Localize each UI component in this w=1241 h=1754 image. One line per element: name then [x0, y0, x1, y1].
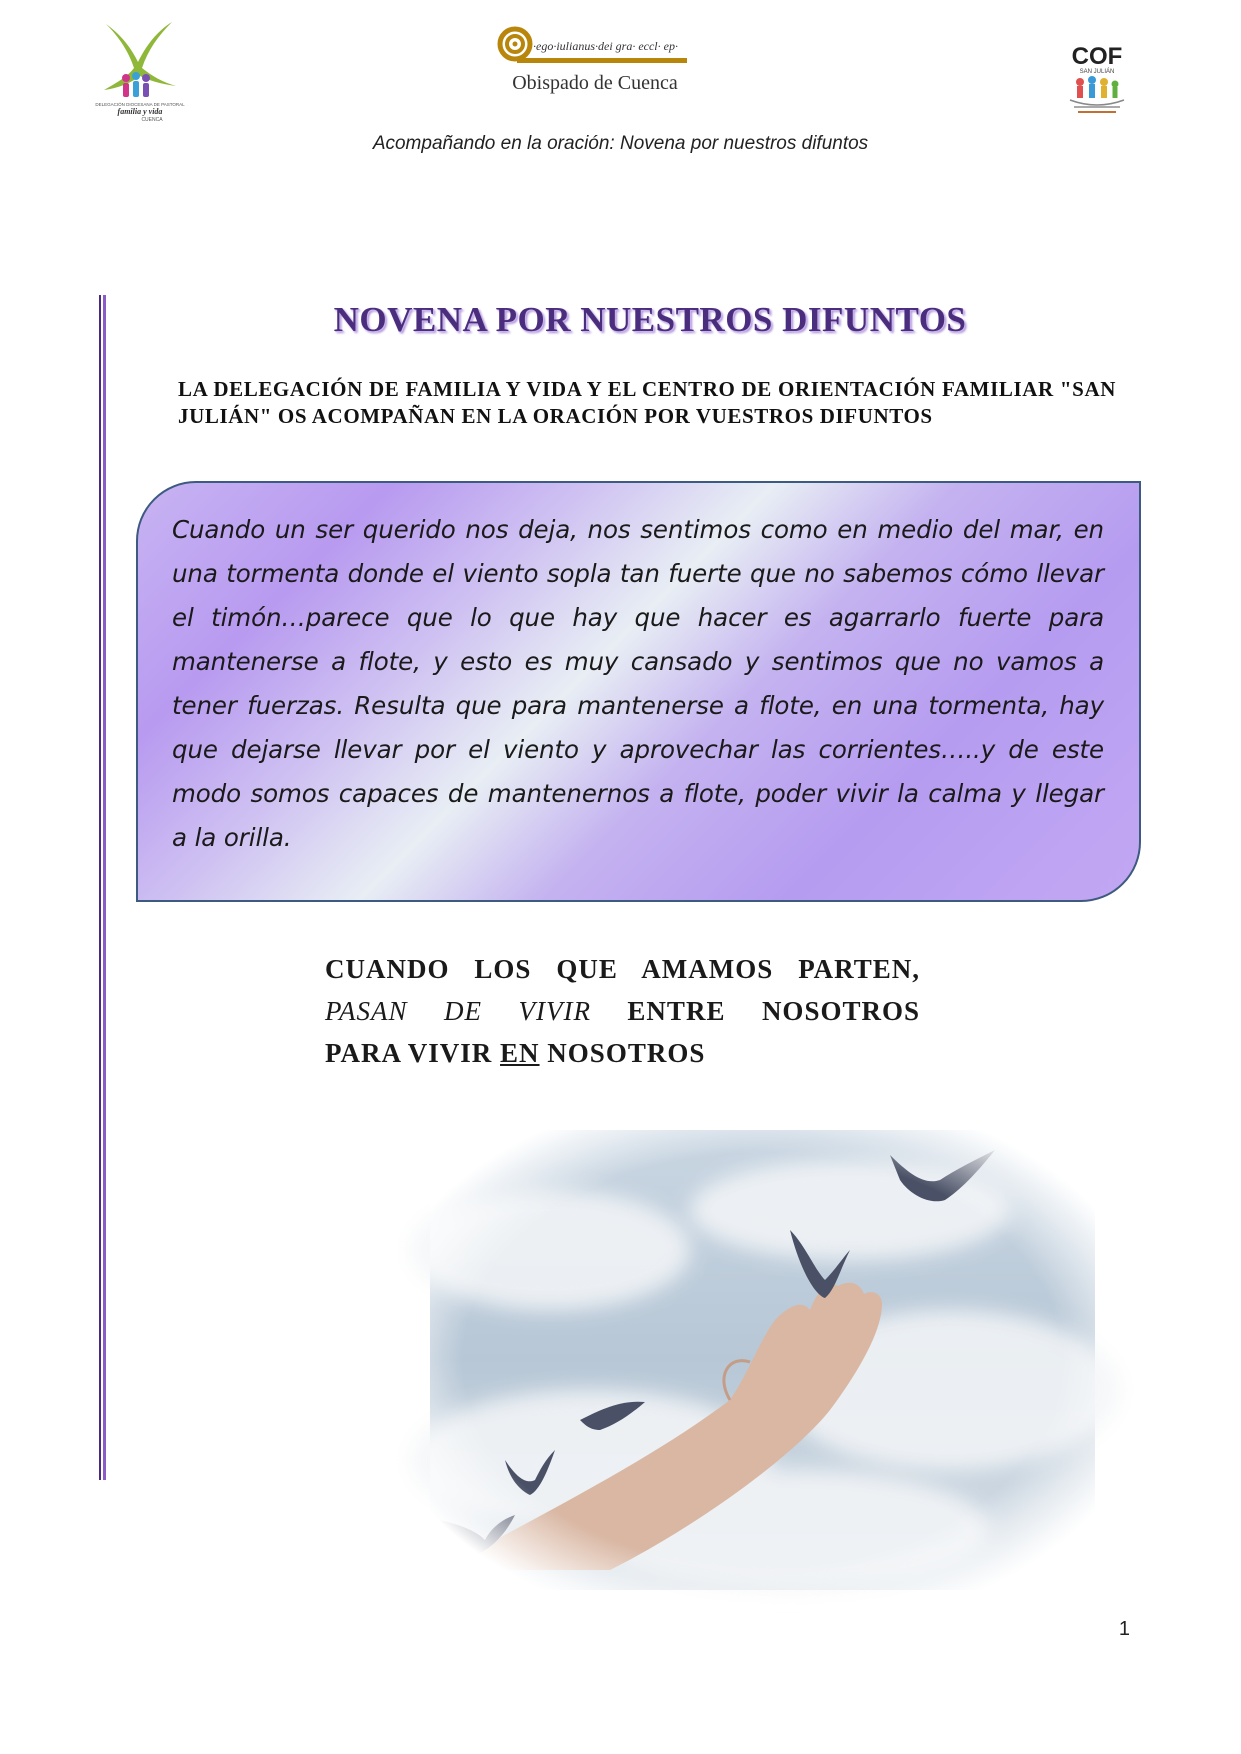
svg-text:·ego·iulianus·dei gra· eccl· e: ·ego·iulianus·dei gra· eccl· ep·: [533, 39, 678, 53]
running-header: Acompañando en la oración: Novena por nuestros difuntos: [372, 133, 869, 154]
motto: [325, 948, 920, 1074]
family-life-cross-logo-icon: [95, 20, 185, 128]
quote-text: Cuando un ser querido nos deja, nos sentimos como en medio del mar, en una tormenta donde el viento sopla tan fuerte que no sabemos cómo llevar el timón…parece que lo que hay que hacer es agarrarlo fuerte para mantenerse a flote, y esto es muy cansado y sentimos que no vamos a tener fuerzas. Resulta que para mantenerse a flote, en una tormenta, hay que dejarse llevar por el viento y aprovechar las corrientes…..y de este modo somos capaces de mantenernos a flote, poder vivir la calma y llegar a la orilla.: [172, 515, 1104, 852]
svg-text:familia y vida: familia y vida: [117, 107, 163, 116]
svg-text:COF: COF: [1071, 43, 1123, 70]
obispado-logo: [495, 24, 695, 104]
hand-doves-illustration-icon: [430, 1130, 1095, 1590]
subtitle: LA DELEGACIÓN DE FAMILIA Y VIDA Y EL CENTRO DE ORIENTACIÓN FAMILIAR "SAN JULIÁN" OS ACOMPAÑAN EN LA ORACIÓN POR VUESTROS DIFUNTOS: [178, 377, 1116, 428]
page-title: NOVENA POR NUESTROS DIFUNTOS: [333, 300, 967, 339]
left-decorative-rule: [99, 295, 106, 1480]
motto-line-2: [325, 990, 920, 1032]
page-number: 1: [1118, 1618, 1130, 1640]
motto-line-3-start: PARA VIVIR: [325, 1038, 501, 1068]
svg-text:SAN JULIÁN: SAN JULIÁN: [1079, 69, 1115, 75]
svg-text:CUENCA: CUENCA: [141, 117, 163, 123]
motto-line-3-underlined: EN: [500, 1038, 540, 1068]
motto-line-3: [325, 1032, 920, 1074]
cof-logo: [1062, 40, 1132, 120]
motto-line-1: CUANDO LOS QUE AMAMOS PARTEN,: [325, 954, 920, 984]
motto-line-3-end: NOSOTROS: [539, 1038, 706, 1068]
motto-line-2-italic: PASAN DE VIVIR: [325, 996, 591, 1026]
motto-line-2-rest: ENTRE NOSOTROS: [590, 996, 920, 1026]
obispado-name: Obispado de Cuenca: [512, 72, 678, 94]
familia-vida-logo: [95, 20, 185, 128]
hand-releasing-doves-image: [430, 1130, 1095, 1590]
svg-text:DELEGACIÓN DIOCESANA DE PASTOR: DELEGACIÓN DIOCESANA DE PASTORAL: [95, 102, 185, 107]
cof-family-logo-icon: [1062, 40, 1132, 120]
crozier-spiral-logo-icon: [495, 24, 695, 70]
